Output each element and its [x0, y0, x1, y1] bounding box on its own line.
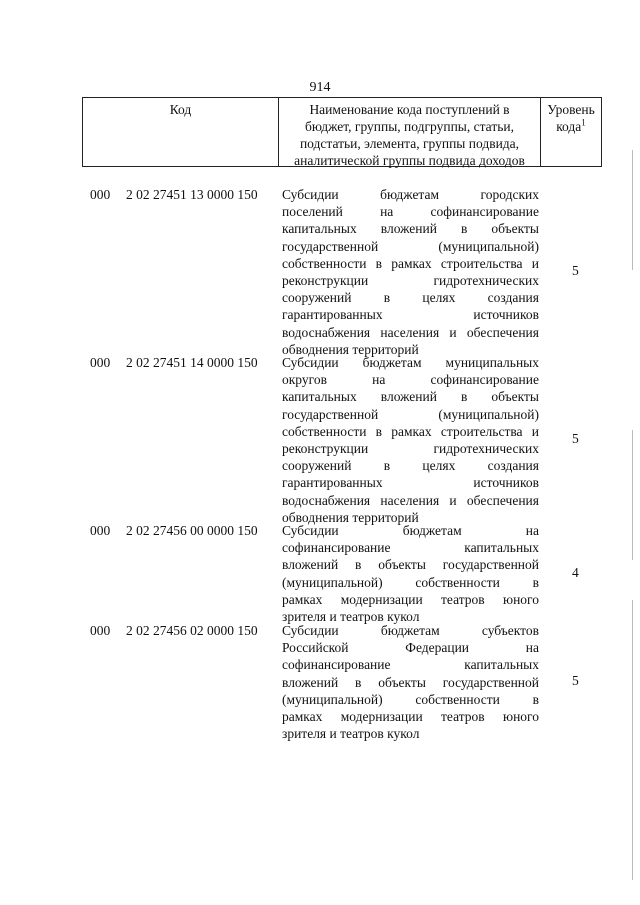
description-line: софинансирование капитальных — [282, 540, 539, 556]
row-code: 2 02 27456 00 0000 150 — [126, 523, 258, 538]
description-line: государственной (муниципальной) — [282, 406, 539, 422]
description-line: поселений на софинансирование — [282, 204, 539, 220]
header-name-cell — [279, 98, 541, 166]
header-code-cell — [83, 98, 279, 166]
description-line: сооружений в целях создания — [282, 290, 539, 306]
row-level: 4 — [572, 565, 579, 580]
row-level: 5 — [572, 673, 579, 688]
description-line: зрителя и театров кукол — [282, 726, 420, 742]
description-line: реконструкции гидротехнических — [282, 440, 539, 456]
description-line: сооружений в целях создания — [282, 458, 539, 474]
header-level-label: кода — [556, 119, 582, 134]
description-line: софинансирование капитальных — [282, 657, 539, 673]
row-description — [282, 186, 539, 358]
description-line: обводнения территорий — [282, 509, 419, 525]
description-line: вложений в объекты государственной — [282, 557, 539, 573]
row-description — [282, 622, 539, 742]
scan-edge-mark — [632, 150, 633, 270]
header-code-label: Код — [169, 102, 192, 117]
row-prefix: 000 — [90, 623, 111, 638]
page-number: 914 — [309, 80, 331, 95]
description-line: Российской Федерации на — [282, 640, 539, 656]
description-line: гарантированных источников — [282, 475, 539, 491]
description-line: обводнения территорий — [282, 341, 419, 357]
header-name-line: бюджет, группы, подгруппы, статьи, — [305, 119, 514, 134]
header-level-cell — [541, 98, 601, 169]
row-prefix: 000 — [90, 187, 111, 202]
description-line: (муниципальной) собственности в — [282, 691, 539, 707]
header-level-line1: Уровень — [547, 102, 595, 117]
header-name-line: Наименование кода поступлений в — [309, 102, 510, 117]
description-line: водоснабжения населения и обеспечения — [282, 492, 539, 508]
description-line: капитальных вложений в объекты — [282, 389, 539, 405]
header-level-line2 — [541, 118, 601, 135]
description-line: капитальных вложений в объекты — [282, 221, 539, 237]
description-line: гарантированных источников — [282, 307, 539, 323]
row-prefix: 000 — [90, 523, 111, 538]
description-line: Субсидии бюджетам субъектов — [282, 623, 539, 638]
description-line: рамках модернизации театров юного — [282, 591, 539, 607]
header-name-line: аналитической группы подвида доходов — [294, 153, 525, 168]
row-level: 5 — [572, 263, 579, 278]
description-line: округов на софинансирование — [282, 372, 539, 388]
description-line: рамках модернизации театров юного — [282, 708, 539, 724]
row-description — [282, 522, 539, 625]
description-line: реконструкции гидротехнических — [282, 272, 539, 288]
row-code: 2 02 27451 14 0000 150 — [126, 355, 258, 370]
footnote-mark: 1 — [581, 117, 586, 128]
row-prefix: 000 — [90, 355, 111, 370]
description-line: Субсидии бюджетам муниципальных — [282, 355, 539, 370]
header-name-line: подстатьи, элемента, группы подвида, — [299, 136, 520, 151]
description-line: государственной (муниципальной) — [282, 238, 539, 254]
description-line: Субсидии бюджетам на — [282, 523, 539, 538]
row-description — [282, 354, 539, 526]
row-level: 5 — [572, 431, 579, 446]
description-line: (муниципальной) собственности в — [282, 574, 539, 590]
description-line: Субсидии бюджетам городских — [282, 187, 539, 202]
description-line: водоснабжения населения и обеспечения — [282, 324, 539, 340]
description-line: собственности в рамках строительства и — [282, 255, 539, 271]
table-header — [82, 97, 602, 167]
description-line: собственности в рамках строительства и — [282, 423, 539, 439]
description-line: зрителя и театров кукол — [282, 608, 420, 624]
row-code: 2 02 27451 13 0000 150 — [126, 187, 258, 202]
description-line: вложений в объекты государственной — [282, 674, 539, 690]
scan-edge-mark — [632, 430, 633, 560]
scan-edge-mark — [632, 600, 633, 880]
row-code: 2 02 27456 02 0000 150 — [126, 623, 258, 638]
